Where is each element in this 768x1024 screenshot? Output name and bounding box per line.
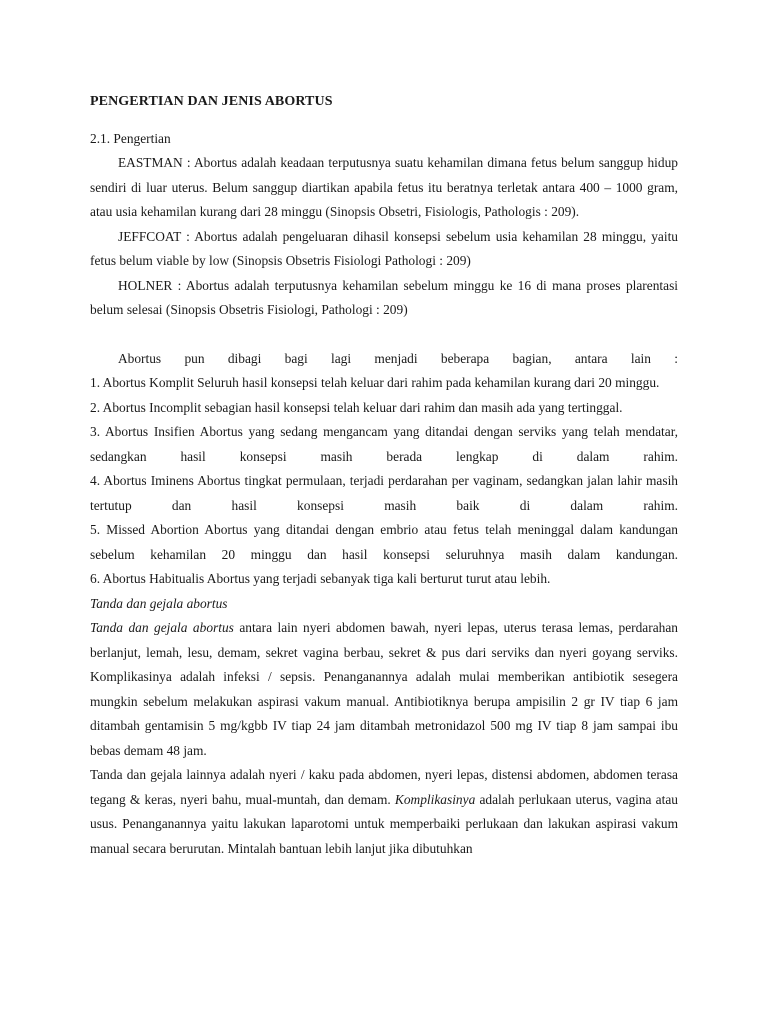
type-item-5: 5. Missed Abortion Abortus yang ditandai dengan embrio atau fetus telah meninggal dalam kandungan sebelum kehamilan 20 minggu dan hasil konsepsi seluruhnya masih dalam kandungan. <box>90 522 678 562</box>
definition-jeffcoat: JEFFCOAT : Abortus adalah pengeluaran dihasil konsepsi sebelum usia kehamilan 28 minggu, yaitu fetus belum viable by low (Sinopsis Obsetris Fisiologi Pathologi : 209) <box>90 228 678 268</box>
other-signs-paragraph <box>90 763 678 861</box>
type-item-6: 6. Abortus Habitualis Abortus yang terjadi sebanyak tiga kali berturut turut atau lebih. <box>90 571 551 586</box>
type-item-2: 2. Abortus Incomplit sebagian hasil konsepsi telah keluar dari rahim dan masih ada yang tertinggal. <box>90 399 623 415</box>
type-item-3: 3. Abortus Insifien Abortus yang sedang mengancam yang ditandai dengan serviks yang telah mendatar, sedangkan hasil konsepsi masih berada lengkap di dalam rahim. <box>90 424 678 464</box>
definition-eastman: EASTMAN : Abortus adalah keadaan terputusnya suatu kehamilan dimana fetus belum sanggup hidup sendiri di luar uterus. Belum sanggup diartikan apabila fetus itu beratnya terletak antara 400 – 1000 gram, atau usia kehamilan kurang dari 28 minggu (Sinopsis Obsetri, Fisiologis, Pathologis : 209). <box>90 155 678 219</box>
page-title: PENGERTIAN DAN JENIS ABORTUS <box>90 94 333 109</box>
signs-text: antara lain nyeri abdomen bawah, nyeri lepas, uterus terasa lemas, perdarahan berlanjut, lemah, lesu, demam, sekret vagina berbau, sekret & pus dari serviks dan nyeri goyang serviks. Komplikasinya adalah infeksi / sepsis. Penanganannya adalah mulai memberikan antibiotik sesegera mungkin sebelum melakukan aspirasi vakum manual. Antibiotiknya berupa ampisilin 2 gr IV tiap 6 jam ditambah gentamisin 5 mg/kgbb IV tiap 24 jam ditambah metronidazol 500 mg IV tiap 8 jam sampai ibu bebas demam 48 jam. <box>90 620 678 758</box>
signs-lead: Tanda dan gejala abortus <box>90 620 234 635</box>
other-signs-text: Tanda dan gejala lainnya adalah nyeri / kaku pada abdomen, nyeri lepas, distensi abdomen, abdomen terasa tegang & keras, nyeri bahu, mual-muntah, dan demam. <box>90 767 678 807</box>
signs-heading: Tanda dan gejala abortus <box>90 595 228 611</box>
type-item-1: 1. Abortus Komplit Seluruh hasil konsepsi telah keluar dari rahim pada kehamilan kurang dari 20 minggu. <box>90 375 660 390</box>
definition-holner: HOLNER : Abortus adalah terputusnya kehamilan sebelum minggu ke 16 di mana proses plarentasi belum selesai (Sinopsis Obsetris Fisiologi, Pathologi : 209) <box>90 277 678 317</box>
section-heading: 2.1. Pengertian <box>90 130 171 146</box>
type-item-4: 4. Abortus Iminens Abortus tingkat permulaan, terjadi perdarahan per vaginam, sedangkan jalan lahir masih tertutup dan hasil konsepsi masih baik di dalam rahim. <box>90 473 678 513</box>
complication-term: Komplikasinya <box>394 791 476 807</box>
signs-paragraph <box>90 616 678 763</box>
paragraph-gap <box>90 323 678 347</box>
document-body <box>90 90 678 861</box>
other-signs-rest: adalah perlukaan uterus, vagina atau usus. Penanganannya yaitu lakukan laparotomi untuk memperbaiki perlukaan dan lakukan aspirasi vakum manual secara berurutan. Mintalah bantuan lebih lanjut jika dibutuhkan <box>90 791 678 856</box>
types-intro: Abortus pun dibagi bagi lagi menjadi beberapa bagian, antara lain : <box>118 350 678 366</box>
